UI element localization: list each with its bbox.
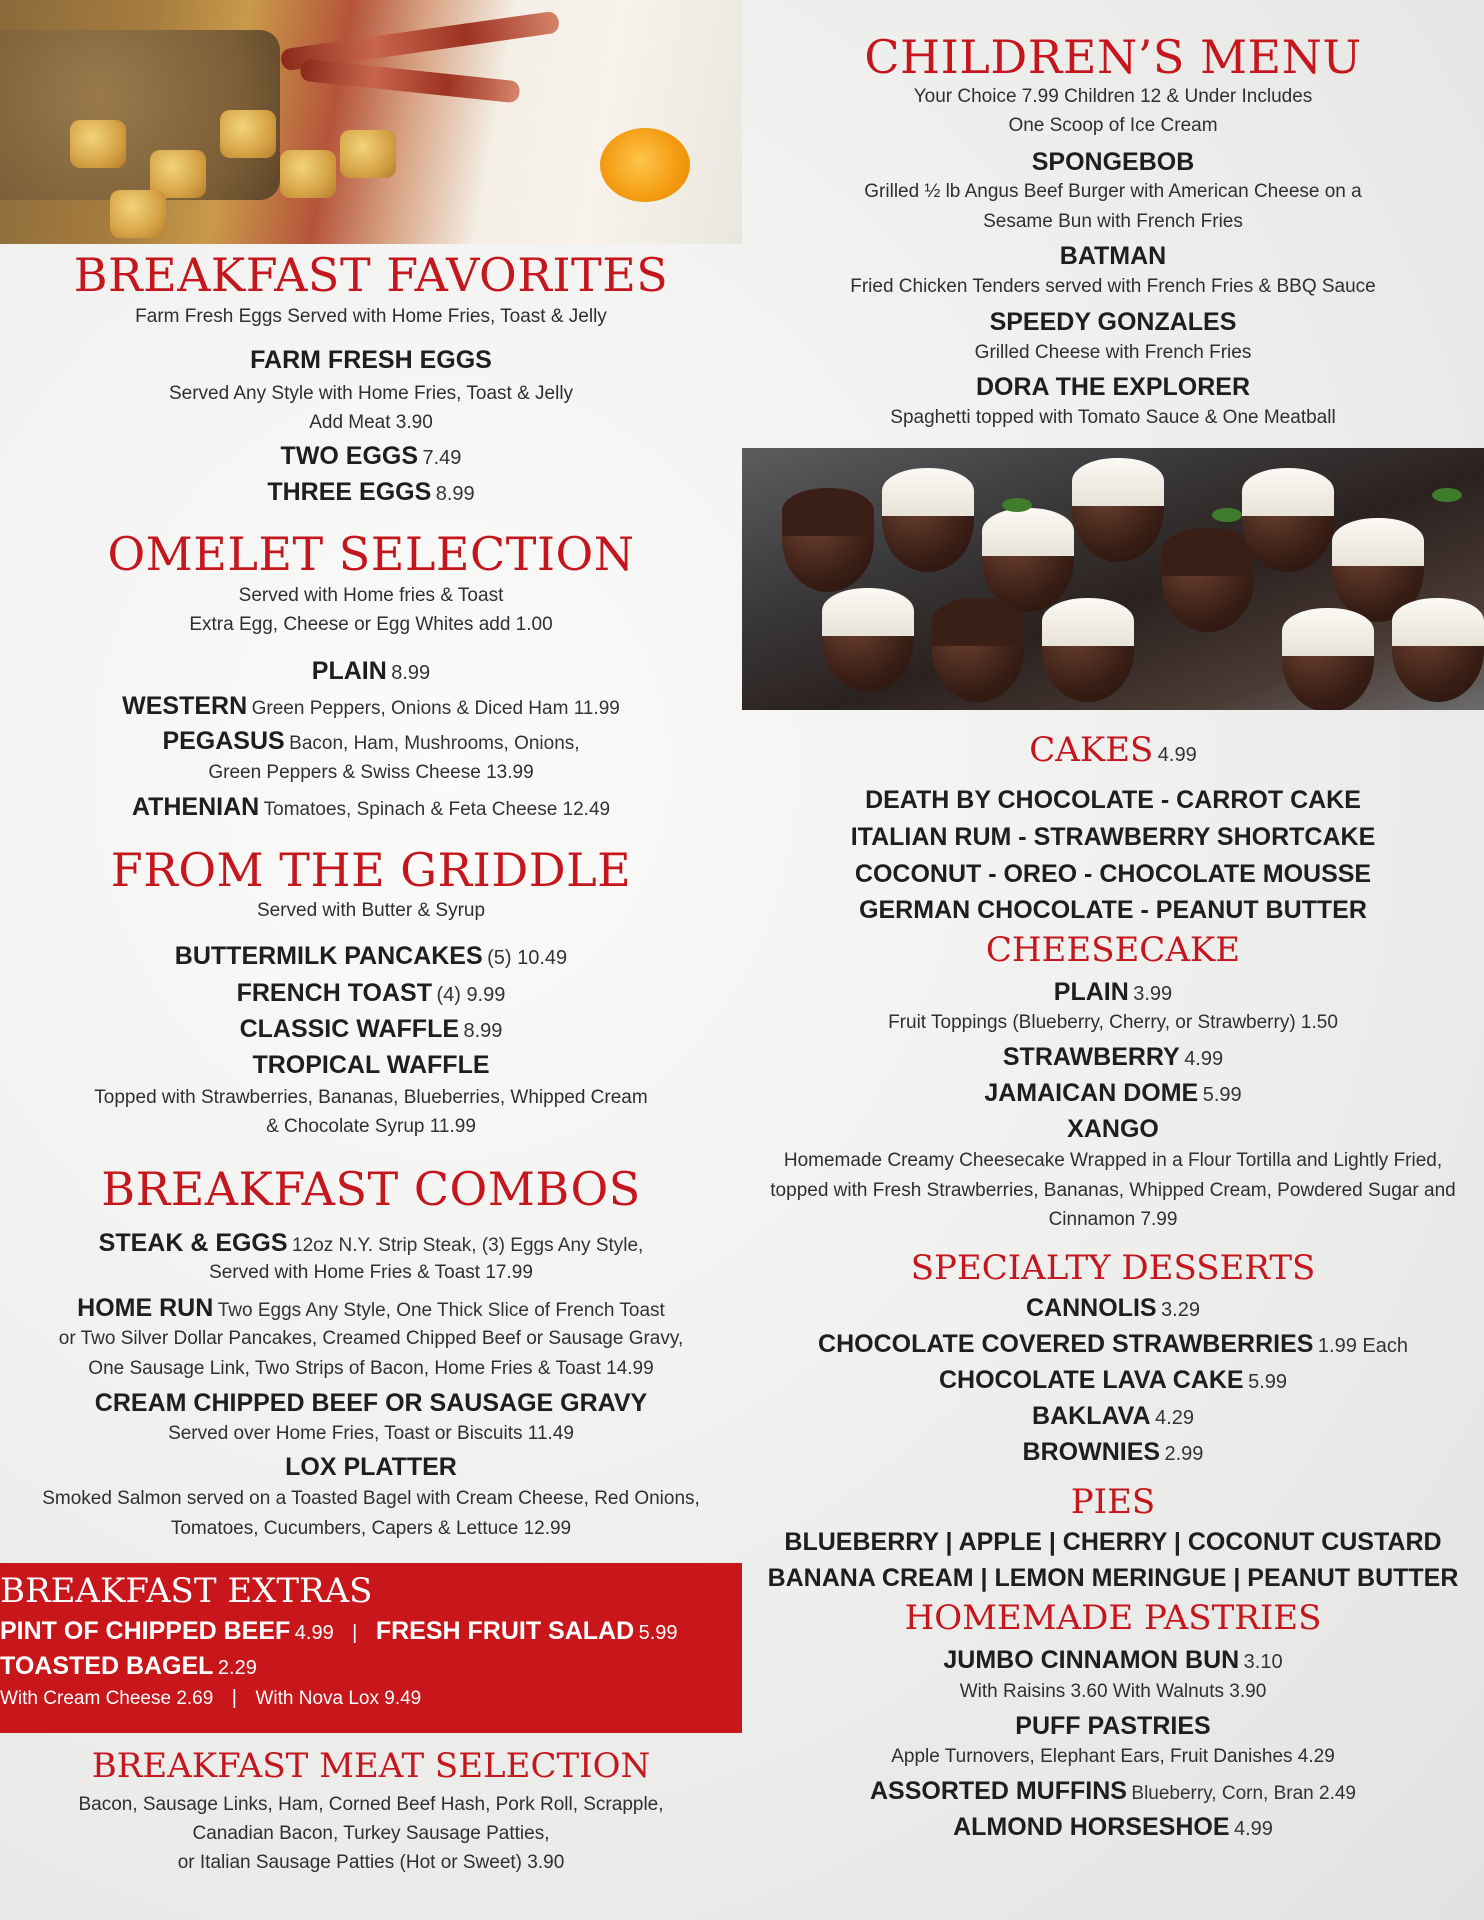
cheesecake-plain-item [742, 978, 1484, 1007]
item-desc: Add Meat 3.90 [309, 412, 433, 433]
pastries-title: HOMEMADE PASTRIES [904, 1598, 1322, 1638]
extras-title: BREAKFAST EXTRAS [0, 1571, 373, 1611]
cakes-row [742, 823, 1484, 852]
muffins-item [742, 1777, 1484, 1806]
batman-item [742, 242, 1484, 271]
divider: | [352, 1622, 358, 1644]
lava-cake-item [742, 1366, 1484, 1395]
item-desc: or Italian Sausage Patties (Hot or Sweet) 3.90 [177, 1852, 565, 1873]
griddle-subtitle: Served with Butter & Syrup [256, 900, 486, 921]
item-price: 4.99 [294, 1622, 334, 1644]
item-name: ASSORTED MUFFINS [869, 1777, 1127, 1805]
item-desc: One Sausage Link, Two Strips of Bacon, Home Fries & Toast 14.99 [88, 1358, 654, 1379]
cream-chipped-beef-item [0, 1389, 742, 1418]
item-price: 2.99 [1164, 1443, 1204, 1465]
item-name: BATMAN [1059, 242, 1167, 270]
item-name: CLASSIC WAFFLE [239, 1015, 460, 1043]
chocolate-strawberries-item [742, 1330, 1484, 1359]
item-desc: or Two Silver Dollar Pancakes, Creamed Chipped Beef or Sausage Gravy, [58, 1328, 684, 1349]
item-desc: & Chocolate Syrup 11.99 [266, 1116, 476, 1137]
childrens-menu-title: CHILDREN’S MENU [864, 30, 1362, 84]
item-name: WESTERN [122, 692, 248, 720]
item-name: FARM FRESH EGGS [250, 346, 492, 374]
item-price: 4.99 [1233, 1818, 1273, 1840]
item-name: BAKLAVA [1032, 1402, 1151, 1430]
item-price: 2.29 [217, 1657, 257, 1679]
item-price: 3.29 [1161, 1299, 1200, 1321]
pegasus-omelet-item [0, 727, 742, 756]
item-name: BUTTERMILK PANCAKES [174, 942, 483, 970]
item-desc: Served Any Style with Home Fries, Toast & Jelly [168, 383, 574, 404]
steak-eggs-item [0, 1229, 742, 1258]
meat-title: BREAKFAST MEAT SELECTION [91, 1746, 651, 1786]
item-name: GERMAN CHOCOLATE - PEANUT BUTTER [859, 896, 1367, 924]
item-name: THREE EGGS [267, 478, 432, 506]
item-name: CANNOLIS [1026, 1294, 1157, 1322]
item-desc: Canadian Bacon, Turkey Sausage Patties, [192, 1823, 550, 1844]
item-price: 5.99 [1202, 1084, 1242, 1106]
cakes-row [742, 786, 1484, 815]
bagel-options [0, 1687, 742, 1710]
item-price: 5.99 [638, 1622, 678, 1644]
brownies-item [742, 1438, 1484, 1467]
breakfast-favorites-subtitle: Farm Fresh Eggs Served with Home Fries, Toast & Jelly [135, 306, 607, 327]
item-name: BLUEBERRY | APPLE | CHERRY | COCONUT CUSTARD [784, 1528, 1442, 1556]
childrens-sub2: One Scoop of Ice Cream [1008, 115, 1218, 136]
item-price: 5.99 [1248, 1371, 1287, 1393]
extras-row-1 [0, 1617, 742, 1646]
item-price: 4.29 [1155, 1407, 1194, 1429]
athenian-omelet-item [0, 793, 742, 822]
breakfast-favorites-title: BREAKFAST FAVORITES [73, 248, 669, 302]
item-desc: With Raisins 3.60 With Walnuts 3.90 [959, 1681, 1267, 1702]
item-name: STRAWBERRY [1002, 1043, 1180, 1071]
item-desc: Homemade Creamy Cheesecake Wrapped in a Flour Tortilla and Lightly Fried, [783, 1150, 1443, 1171]
item-name: CHOCOLATE LAVA CAKE [938, 1366, 1244, 1394]
item-name: PLAIN [1053, 978, 1129, 1006]
item-desc: Fruit Toppings (Blueberry, Cherry, or Strawberry) 1.50 [888, 1012, 1338, 1033]
item-desc: Green Peppers & Swiss Cheese 13.99 [208, 762, 534, 783]
item-price: 3.99 [1133, 983, 1173, 1005]
item-desc: Served over Home Fries, Toast or Biscuits 11.49 [168, 1423, 574, 1444]
cakes-row [742, 896, 1484, 925]
pies-title: PIES [1070, 1482, 1156, 1522]
item-name: HOME RUN [77, 1294, 214, 1322]
almond-horseshoe-item [742, 1813, 1484, 1842]
item-price: 8.99 [435, 483, 475, 505]
item-price: 8.99 [391, 662, 431, 684]
item-desc: Grilled ½ lb Angus Beef Burger with American Cheese on a [864, 181, 1362, 202]
item-name: PUFF PASTRIES [1015, 1712, 1211, 1740]
plain-omelet-item [0, 657, 742, 686]
specialty-desserts-title: SPECIALTY DESSERTS [910, 1248, 1316, 1288]
item-price: 7.49 [422, 447, 462, 469]
item-desc: topped with Fresh Strawberries, Bananas, Whipped Cream, Powdered Sugar and [770, 1180, 1456, 1201]
item-name: TWO EGGS [280, 442, 419, 470]
item-name: ATHENIAN [131, 793, 260, 821]
right-column [742, 0, 1484, 1920]
cakes-price: 4.99 [1157, 744, 1197, 766]
childrens-sub1: Your Choice 7.99 Children 12 & Under Includes [913, 86, 1313, 107]
omelet-sub2: Extra Egg, Cheese or Egg Whites add 1.00 [189, 614, 553, 635]
item-name: ALMOND HORSESHOE [953, 1813, 1230, 1841]
item-desc: With Cream Cheese 2.69 [0, 1688, 214, 1709]
item-name: BROWNIES [1022, 1438, 1161, 1466]
item-name: SPONGEBOB [1031, 148, 1195, 176]
omelet-title: OMELET SELECTION [107, 527, 635, 581]
item-desc: Fried Chicken Tenders served with French Fries & BBQ Sauce [850, 276, 1376, 297]
item-desc: Two Eggs Any Style, One Thick Slice of French Toast [217, 1300, 665, 1321]
item-name: ITALIAN RUM - STRAWBERRY SHORTCAKE [850, 823, 1376, 851]
item-price: 3.10 [1243, 1651, 1283, 1673]
cakes-header [742, 730, 1484, 770]
item-desc: Spaghetti topped with Tomato Sauce & One Meatball [890, 407, 1336, 428]
item-desc: Grilled Cheese with French Fries [974, 342, 1252, 363]
item-desc: Blueberry, Corn, Bran 2.49 [1131, 1783, 1356, 1804]
item-desc: Tomatoes, Cucumbers, Capers & Lettuce 12.99 [170, 1518, 572, 1539]
meat-selection [0, 1740, 742, 1920]
item-name: TROPICAL WAFFLE [252, 1051, 490, 1079]
item-name: FRESH FRUIT SALAD [375, 1617, 635, 1645]
farm-fresh-eggs-item [0, 346, 742, 375]
item-name: CREAM CHIPPED BEEF OR SAUSAGE GRAVY [94, 1389, 648, 1417]
puff-pastries-item [742, 1712, 1484, 1741]
item-desc: Green Peppers, Onions & Diced Ham 11.99 [251, 698, 620, 719]
cannolis-item [742, 1294, 1484, 1323]
item-name: SPEEDY GONZALES [989, 308, 1237, 336]
jamaican-dome-item [742, 1079, 1484, 1108]
cheesecake-title: CHEESECAKE [985, 930, 1241, 970]
item-name: BANANA CREAM | LEMON MERINGUE | PEANUT BUTTER [767, 1564, 1459, 1592]
speedy-item [742, 308, 1484, 337]
item-name: FRENCH TOAST [236, 979, 432, 1007]
pies-row [742, 1564, 1484, 1593]
pies-row [742, 1528, 1484, 1557]
cakes-title: CAKES [1029, 730, 1154, 770]
item-name: PLAIN [311, 657, 387, 685]
spongebob-item [742, 148, 1484, 177]
item-desc: Served with Home Fries & Toast 17.99 [209, 1262, 533, 1283]
item-desc: Sesame Bun with French Fries [983, 211, 1243, 232]
item-name: TOASTED BAGEL [0, 1652, 214, 1680]
tropical-waffle-item [0, 1051, 742, 1080]
item-name: JUMBO CINNAMON BUN [943, 1646, 1240, 1674]
item-name: JAMAICAN DOME [984, 1079, 1199, 1107]
item-price: (5) 10.49 [487, 947, 568, 969]
lox-platter-item [0, 1453, 742, 1482]
item-name: CHOCOLATE COVERED STRAWBERRIES [818, 1330, 1314, 1358]
xango-item [742, 1115, 1484, 1144]
item-desc: Smoked Salmon served on a Toasted Bagel with Cream Cheese, Red Onions, [42, 1488, 700, 1509]
cheesecake-strawberry-item [742, 1043, 1484, 1072]
combos-title: BREAKFAST COMBOS [101, 1162, 641, 1216]
item-name: COCONUT - OREO - CHOCOLATE MOUSSE [854, 860, 1372, 888]
item-name: XANGO [1067, 1115, 1159, 1143]
western-omelet-item [0, 692, 742, 721]
classic-waffle-item [0, 1015, 742, 1044]
cakes-row [742, 860, 1484, 889]
item-desc: Apple Turnovers, Elephant Ears, Fruit Danishes 4.29 [891, 1746, 1335, 1767]
home-run-item [0, 1294, 742, 1323]
toasted-bagel-item [0, 1652, 742, 1681]
three-eggs-item [0, 478, 742, 507]
item-price: 1.99 Each [1317, 1335, 1408, 1357]
item-price: (4) 9.99 [436, 984, 506, 1006]
divider: | [231, 1687, 237, 1709]
item-desc: Bacon, Ham, Mushrooms, Onions, [289, 733, 580, 754]
cinnamon-bun-item [742, 1646, 1484, 1675]
french-toast-item [0, 979, 742, 1008]
baklava-item [742, 1402, 1484, 1431]
item-desc: 12oz N.Y. Strip Steak, (3) Eggs Any Style, [292, 1235, 644, 1256]
item-price: 4.99 [1184, 1048, 1224, 1070]
dora-item [742, 373, 1484, 402]
pancakes-item [0, 942, 742, 971]
item-name: DEATH BY CHOCOLATE - CARROT CAKE [865, 786, 1361, 814]
item-name: LOX PLATTER [285, 1453, 457, 1481]
item-desc: With Nova Lox 9.49 [255, 1688, 422, 1709]
item-name: STEAK & EGGS [98, 1229, 288, 1257]
breakfast-extras-band [0, 1563, 742, 1733]
two-eggs-item [0, 442, 742, 471]
griddle-title: FROM THE GRIDDLE [110, 843, 632, 897]
omelet-sub1: Served with Home fries & Toast [238, 585, 504, 606]
item-desc: Topped with Strawberries, Bananas, Blueberries, Whipped Cream [94, 1087, 648, 1108]
item-name: DORA THE EXPLORER [975, 373, 1251, 401]
item-desc: Tomatoes, Spinach & Feta Cheese 12.49 [263, 799, 611, 820]
item-name: PINT OF CHIPPED BEEF [0, 1617, 291, 1645]
item-desc: Cinnamon 7.99 [1048, 1209, 1178, 1230]
item-desc: Bacon, Sausage Links, Ham, Corned Beef Hash, Pork Roll, Scrapple, [78, 1794, 664, 1815]
item-name: PEGASUS [162, 727, 285, 755]
item-price: 8.99 [463, 1020, 503, 1042]
